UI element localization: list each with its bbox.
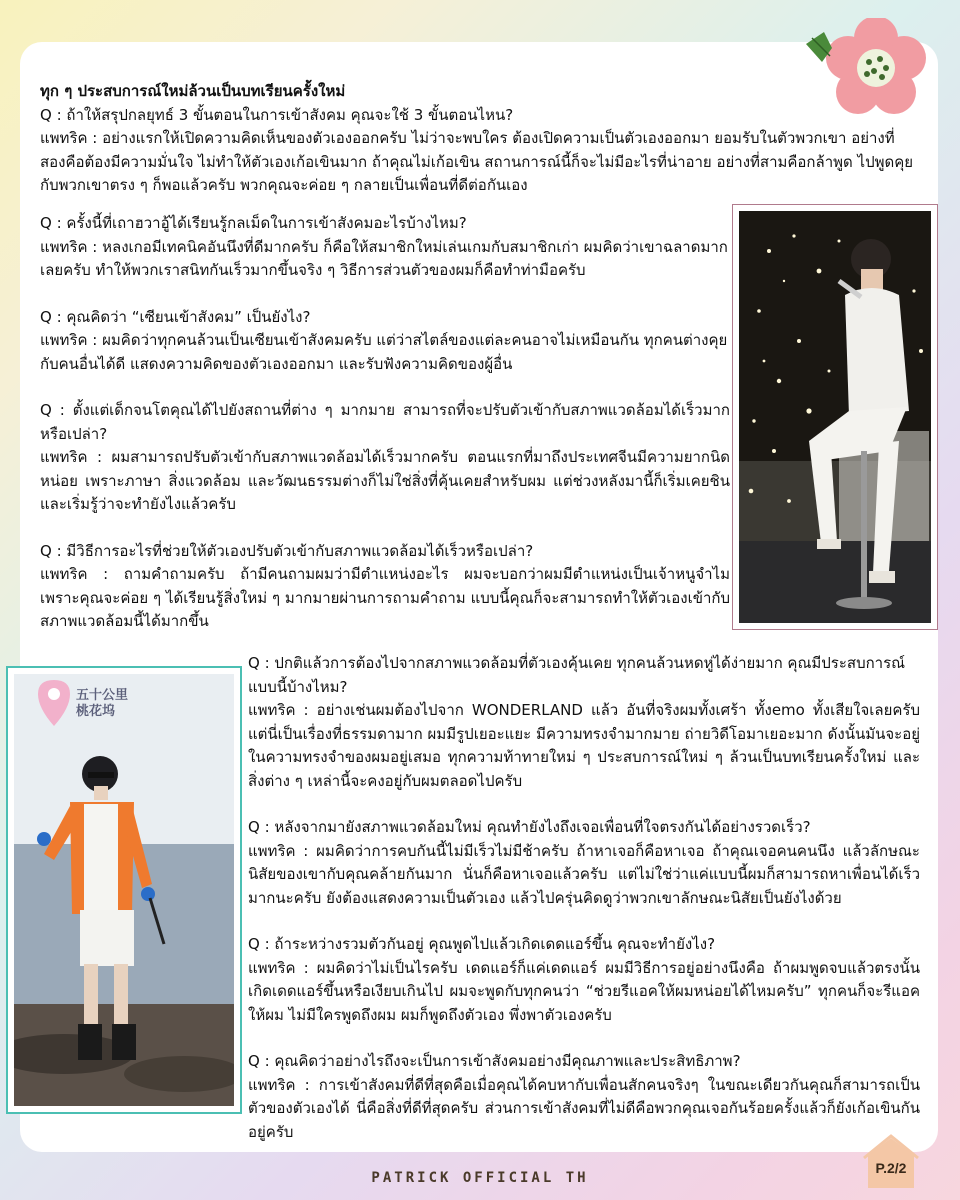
footer-brand: PATRICK OFFICIAL TH bbox=[371, 1170, 589, 1186]
intro-section bbox=[40, 80, 920, 198]
answer-1: แพทริค : อย่างแรกให้เปิดความคิดเห็นของตัวเองออกครับ ไม่ว่าจะพบใคร ต้องเปิดความเป็นตัวเองออกมา ยอมรับในตัวพวกเขา อย่างที่สองคือต้องมีความมั่นใจ ไม่ทำให้ตัวเองเก้อเขินมาก ถ้าคุณไม่เก้อเขิน สถานการณ์นี้ก็จะไม่มีอะไรที่น่าอาย อย่างที่สามคือกล้าพูด ไปพูดคุยกับพวกเขาตรง ๆ ก็พอแล้วครับ พวกคุณจะค่อย ๆ กลายเป็นเพื่อนที่ดีต่อกันเอง bbox=[40, 129, 914, 194]
show-logo-text: 五十公里桃花坞 bbox=[76, 688, 129, 719]
question-3: Q : คุณคิดว่า “เซียนเข้าสังคม” เป็นยังไง? bbox=[40, 307, 311, 326]
question-1: Q : ถ้าให้สรุปกลยุทธ์ 3 ขั้นตอนในการเข้าสังคม คุณจะใช้ 3 ขั้นตอนไหน? bbox=[40, 105, 514, 124]
answer-8: แพทริค : ผมคิดว่าไม่เป็นไรครับ เดดแอร์ก็แค่เดดแอร์ ผมมีวิธีการอยู่อย่างนึงคือ ถ้าผมพูดจบแล้วตรงนั้นเกิดเดดแอร์ขึ้นหรือเงียบเกินไป ผมจะพูดกับทุกคนว่า “ช่วยรีแอคให้ผมหน่อยได้ไหมครับ” ทุกคนก็จะรีแอคให้ผม ไม่มีใครพูดถึงผม ผมก็พูดถึงตัวเอง พึ่งพาตัวเองครับ bbox=[248, 958, 920, 1024]
answer-7: แพทริค : ผมคิดว่าการคบกันนี้ไม่มีเร็วไม่มีช้าครับ ถ้าหาเจอก็คือหาเจอ ถ้าคุณเจอคนคนนึง แล้วลักษณะนิสัยของเขากับคุณคล้ายกันมาก นั่นก็คือหาเจอแล้วครับ แต่ไม่ใช่ว่าแค่แบบนี้ผมก็สามารถหาเพื่อนได้เร็วมากนะครับ ยังต้องแสดงความเป็นตัวเอง แล้วไปครุ่นคิดดูว่าพวกเขาลักษณะนิสัยเป็นยังไงด้วย bbox=[248, 841, 920, 907]
question-4: Q : ตั้งแต่เด็กจนโตคุณได้ไปยังสถานที่ต่าง ๆ มากมาย สามารถที่จะปรับตัวเข้ากับสภาพแวดล้อมได้เร็วมากหรือเปล่า? bbox=[40, 401, 730, 443]
question-7: Q : หลังจากมายังสภาพแวดล้อมใหม่ คุณทำยังไงถึงเจอเพื่อนที่ใจตรงกันได้อย่างรวดเร็ว? bbox=[248, 818, 811, 836]
page-heading: ทุก ๆ ประสบการณ์ใหม่ล้วนเป็นบทเรียนครั้งใหม่ bbox=[40, 82, 346, 100]
qa-column-lower bbox=[248, 652, 920, 1144]
concert-photo-image bbox=[739, 211, 931, 623]
question-9: Q : คุณคิดว่าอย่างไรถึงจะเป็นการเข้าสังคมอย่างมีคุณภาพและประสิทธิภาพ? bbox=[248, 1052, 741, 1070]
concert-scene-icon bbox=[739, 211, 931, 623]
beach-photo-image bbox=[14, 674, 234, 1106]
question-8: Q : ถ้าระหว่างรวมตัวกันอยู่ คุณพูดไปแล้วเกิดเดดแอร์ขึ้น คุณจะทำยังไง? bbox=[248, 935, 716, 953]
page-number: P.2/2 bbox=[875, 1160, 907, 1176]
beach-scene-icon bbox=[14, 674, 234, 1106]
answer-9: แพทริค : การเข้าสังคมที่ดีที่สุดคือเมื่อคุณได้คบหากับเพื่อนสักคนจริงๆ ในขณะเดียวกันคุณก็สามารถเป็นตัวของตัวเองได้ นี่คือสิ่งที่ดีที่สุดครับ ส่วนการเข้าสังคมที่ไม่ดีคือพวกคุณเจอกันร้อยครั้งแล้วก็ยังเก้อเขินกันอยู่ครับ bbox=[248, 1075, 920, 1141]
answer-6: แพทริค : อย่างเช่นผมต้องไปจาก WONDERLAND แล้ว อันที่จริงผมทั้งเศร้า ทั้งemo ทั้งเสียใจเลยครับ แต่นี่เป็นเรื่องที่ธรรมดามาก ผมมีรูปเยอะแยะ มีความทรงจำมากมาย ถ่ายวิดีโอมาเยอะมาก ดังนั้นมันจะอยู่ในความทรงจำของผมอยู่เสมอ ทุกความท้าทายใหม่ ๆ ประสบการณ์ใหม่ ๆ ล้วนเป็นบทเรียนครั้งใหม่ และสิ่งต่าง ๆ เหล่านี้จะคงอยู่กับผมตลอดไปครับ bbox=[248, 701, 920, 790]
answer-2: แพทริค : หลงเกอมีเทคนิคอันนึงที่ดีมากครับ ก็คือให้สมาชิกใหม่เล่นเกมกับสมาชิกเก่า ผมคิดว่าเขาฉลาดมากเลยครับ ทำให้พวกเราสนิทกันเร็วมากขึ้นจริง ๆ วิธีการส่วนตัวของผมก็คือทำท่ามือครับ bbox=[40, 237, 728, 279]
concert-photo bbox=[732, 204, 938, 630]
answer-3: แพทริค : ผมคิดว่าทุกคนล้วนเป็นเซียนเข้าสังคมครับ แต่ว่าสไตล์ของแต่ละคนอาจไม่เหมือนกัน ทุกคนต่างคุยกับคนอื่นได้ดี แสดงความคิดของตัวเองออกมา และรับฟังความคิดของผู้อื่น bbox=[40, 331, 728, 373]
question-2: Q : ครั้งนี้ที่เถาฮวาอู้ได้เรียนรู้กลเม็ดในการเข้าสังคมอะไรบ้างไหม? bbox=[40, 214, 467, 232]
beach-photo bbox=[6, 666, 242, 1114]
question-5: Q : มีวิธีการอะไรที่ช่วยให้ตัวเองปรับตัวเข้ากับสภาพแวดล้อมได้เร็วหรือเปล่า? bbox=[40, 541, 534, 560]
answer-4: แพทริค : ผมสามารถปรับตัวเข้ากับสภาพแวดล้อมได้เร็วมากครับ ตอนแรกที่มาถึงประเทศจีนมีความยากนิดหน่อย เพราะภาษา สิ่งแวดล้อม และวัฒนธรรมต่างก็ไม่ใช่สิ่งที่คุ้นเคยสำหรับผม แต่ช่วงหลังมานี้ก็เริ่มเคยชิน และเริ่มรู้ว่าจะทำยังไงแล้วครับ bbox=[40, 448, 730, 513]
qa-column-upper bbox=[40, 212, 730, 634]
answer-5: แพทริค : ถามคำถามครับ ถ้ามีคนถามผมว่ามีตำแหน่งอะไร ผมจะบอกว่าผมมีตำแหน่งเป็นเจ้าหนูจำไม เพราะคุณจะค่อย ๆ ได้เรียนรู้สิ่งใหม่ ๆ มากมายผ่านการถามคำถาม แบบนี้คุณก็จะสามารถทำให้ตัวเองเข้ากับสภาพแวดล้อมนี้ได้มากขึ้น bbox=[40, 565, 730, 630]
question-6: Q : ปกติแล้วการต้องไปจากสภาพแวดล้อมที่ตัวเองคุ้นเคย ทุกคนล้วนหดหู่ได้ง่ายมาก คุณมีประสบการณ์แบบนี้บ้างไหม? bbox=[248, 654, 906, 696]
